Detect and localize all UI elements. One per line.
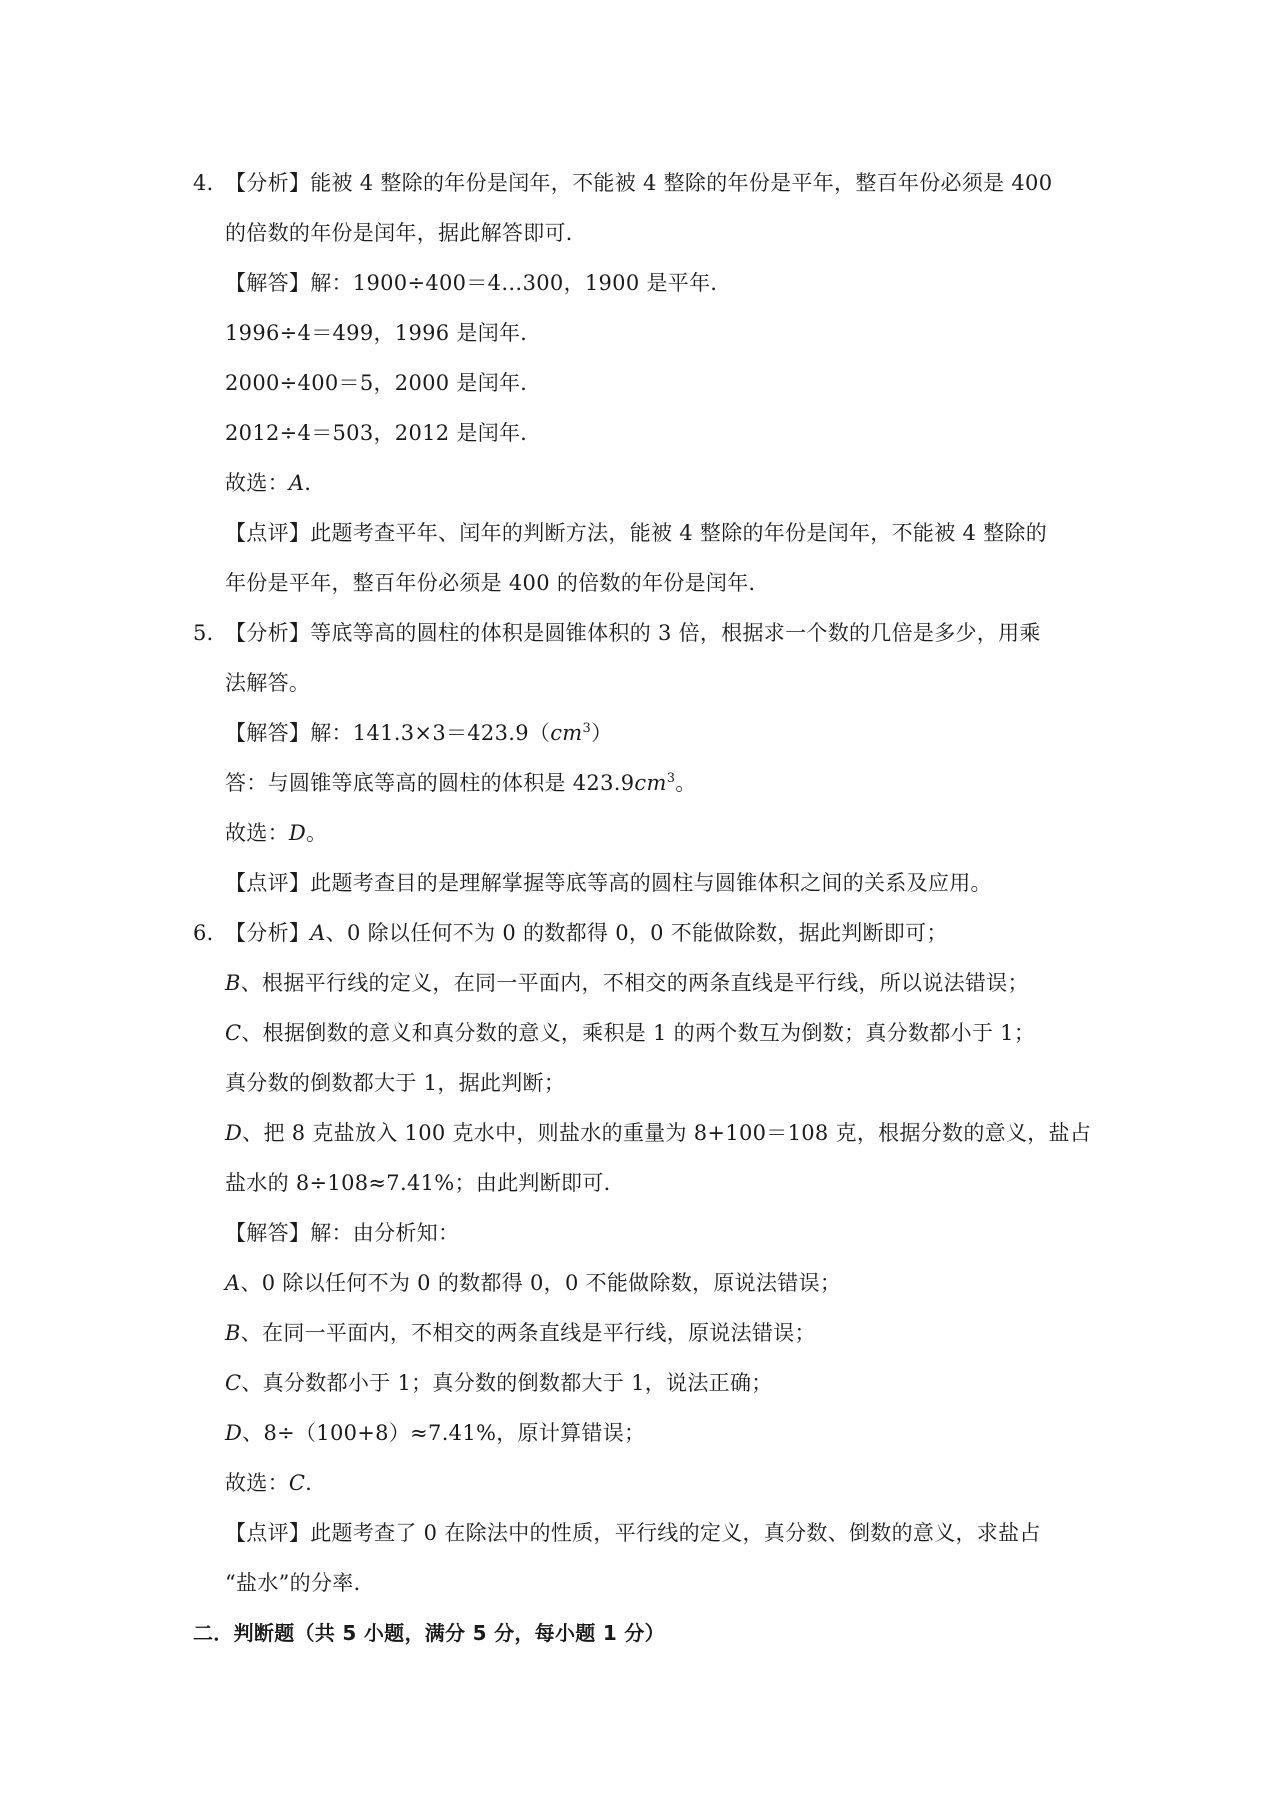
option-text: 、在同一平面内，不相交的两条直线是平行线，原说法错误； xyxy=(240,1321,816,1345)
section-2-heading: 二．判断题（共 5 小题，满分 5 分，每小题 1 分） xyxy=(193,1621,665,1645)
analysis-prefix: 【分析】 xyxy=(225,921,311,945)
q5-choice xyxy=(225,818,327,848)
option-letter: A xyxy=(225,1271,241,1295)
option-letter: B xyxy=(225,1321,241,1345)
q6-solution-b xyxy=(225,1318,816,1348)
choice-suffix: ． xyxy=(305,1471,327,1495)
q4-comment-line1: 【点评】此题考查平年、闰年的判断方法，能被 4 整除的年份是闰年，不能被 4 整除的 xyxy=(225,521,1048,545)
q5-comment: 【点评】此题考查目的是理解掌握等底等高的圆柱与圆锥体积之间的关系及应用。 xyxy=(225,871,992,895)
option-text: 、8÷（100+8）≈7.41%，原计算错误； xyxy=(242,1421,646,1445)
choice-suffix: ． xyxy=(304,471,326,495)
q6-number: 6． xyxy=(193,921,228,945)
option-letter: A xyxy=(310,921,326,945)
choice-letter: C xyxy=(288,1471,306,1495)
q6-solution-line1: 【解答】解：由分析知： xyxy=(225,1221,460,1245)
option-letter: D xyxy=(225,1421,243,1445)
unit-exponent: 3 xyxy=(666,771,676,786)
q6-solution-c xyxy=(225,1368,773,1398)
q6-choice xyxy=(225,1468,327,1498)
q4-solution-line2: 1996÷4＝499，1996 是闰年． xyxy=(225,321,542,345)
option-text: 、0 除以任何不为 0 的数都得 0，0 不能做除数，原说法错误； xyxy=(240,1271,842,1295)
q5-analysis-line2: 法解答。 xyxy=(225,671,311,695)
option-text: 、根据倒数的意义和真分数的意义，乘积是 1 的两个数互为倒数；真分数都小于 1； xyxy=(241,1021,1036,1045)
q6-solution-a xyxy=(225,1268,841,1298)
q6-analysis-c-line2: 真分数的倒数都大于 1，据此判断； xyxy=(225,1071,566,1095)
option-text: 、真分数都小于 1；真分数的倒数都大于 1，说法正确； xyxy=(241,1371,773,1395)
answer-suffix: 。 xyxy=(675,771,697,795)
choice-prefix: 故选： xyxy=(225,1471,289,1495)
choice-prefix: 故选： xyxy=(225,821,289,845)
option-text: 、根据平行线的定义，在同一平面内，不相交的两条直线是平行线，所以说法错误； xyxy=(240,971,1029,995)
option-letter: B xyxy=(225,971,241,995)
choice-letter: A xyxy=(288,471,305,495)
option-text: 、把 8 克盐放入 100 克水中，则盐水的重量为 8+100＝108 克，根据分数的意义，盐占 xyxy=(242,1121,1092,1145)
q6-analysis-a-text xyxy=(225,918,948,948)
q5-answer-line xyxy=(225,768,697,798)
choice-suffix: 。 xyxy=(306,821,328,845)
q5-solution-line xyxy=(225,718,612,748)
q6-solution-d xyxy=(225,1418,645,1448)
q4-solution-line4: 2012÷4＝503，2012 是闰年． xyxy=(225,421,542,445)
q4-analysis-text: 【分析】能被 4 整除的年份是闰年，不能被 4 整除的年份是平年，整百年份必须是 400 xyxy=(225,171,1053,195)
option-letter: C xyxy=(225,1021,242,1045)
answer-prefix: 答：与圆锥等底等高的圆柱的体积是 423.9 xyxy=(225,771,635,795)
choice-letter: D xyxy=(288,821,307,845)
unit-exponent: 3 xyxy=(582,721,592,736)
unit-cm: cm xyxy=(550,721,583,745)
q6-analysis-d-line2: 盐水的 8÷108≈7.41%；由此判断即可． xyxy=(225,1171,625,1195)
option-text: 、0 除以任何不为 0 的数都得 0，0 不能做除数，据此判断即可； xyxy=(325,921,948,945)
option-letter: C xyxy=(225,1371,242,1395)
q6-analysis-c xyxy=(225,1018,1035,1048)
q4-comment-line2: 年份是平年，整百年份必须是 400 的倍数的年份是闰年． xyxy=(225,571,770,595)
q4-solution-line3: 2000÷400＝5，2000 是闰年． xyxy=(225,371,542,395)
option-letter: D xyxy=(225,1121,243,1145)
q6-comment-line2: “盐水”的分率． xyxy=(225,1571,375,1595)
choice-prefix: 故选： xyxy=(225,471,289,495)
solution-prefix: 【解答】解：141.3×3＝423.9（ xyxy=(225,721,551,745)
q6-comment-line1: 【点评】此题考查了 0 在除法中的性质，平行线的定义，真分数、倒数的意义，求盐占 xyxy=(225,1521,1041,1545)
q4-analysis-line2: 的倍数的年份是闰年，据此解答即可． xyxy=(225,221,588,245)
q4-number: 4． xyxy=(193,171,228,195)
q5-analysis-text: 【分析】等底等高的圆柱的体积是圆锥体积的 3 倍，根据求一个数的几倍是多少，用乘 xyxy=(225,621,1041,645)
q6-analysis-d xyxy=(225,1118,1091,1148)
q4-choice xyxy=(225,468,326,498)
solution-suffix: ） xyxy=(591,721,613,745)
q4-solution-line1: 【解答】解：1900÷400＝4…300，1900 是平年． xyxy=(225,271,732,295)
unit-cm: cm xyxy=(634,771,667,795)
q5-number: 5． xyxy=(193,621,228,645)
q6-analysis-b xyxy=(225,968,1029,998)
